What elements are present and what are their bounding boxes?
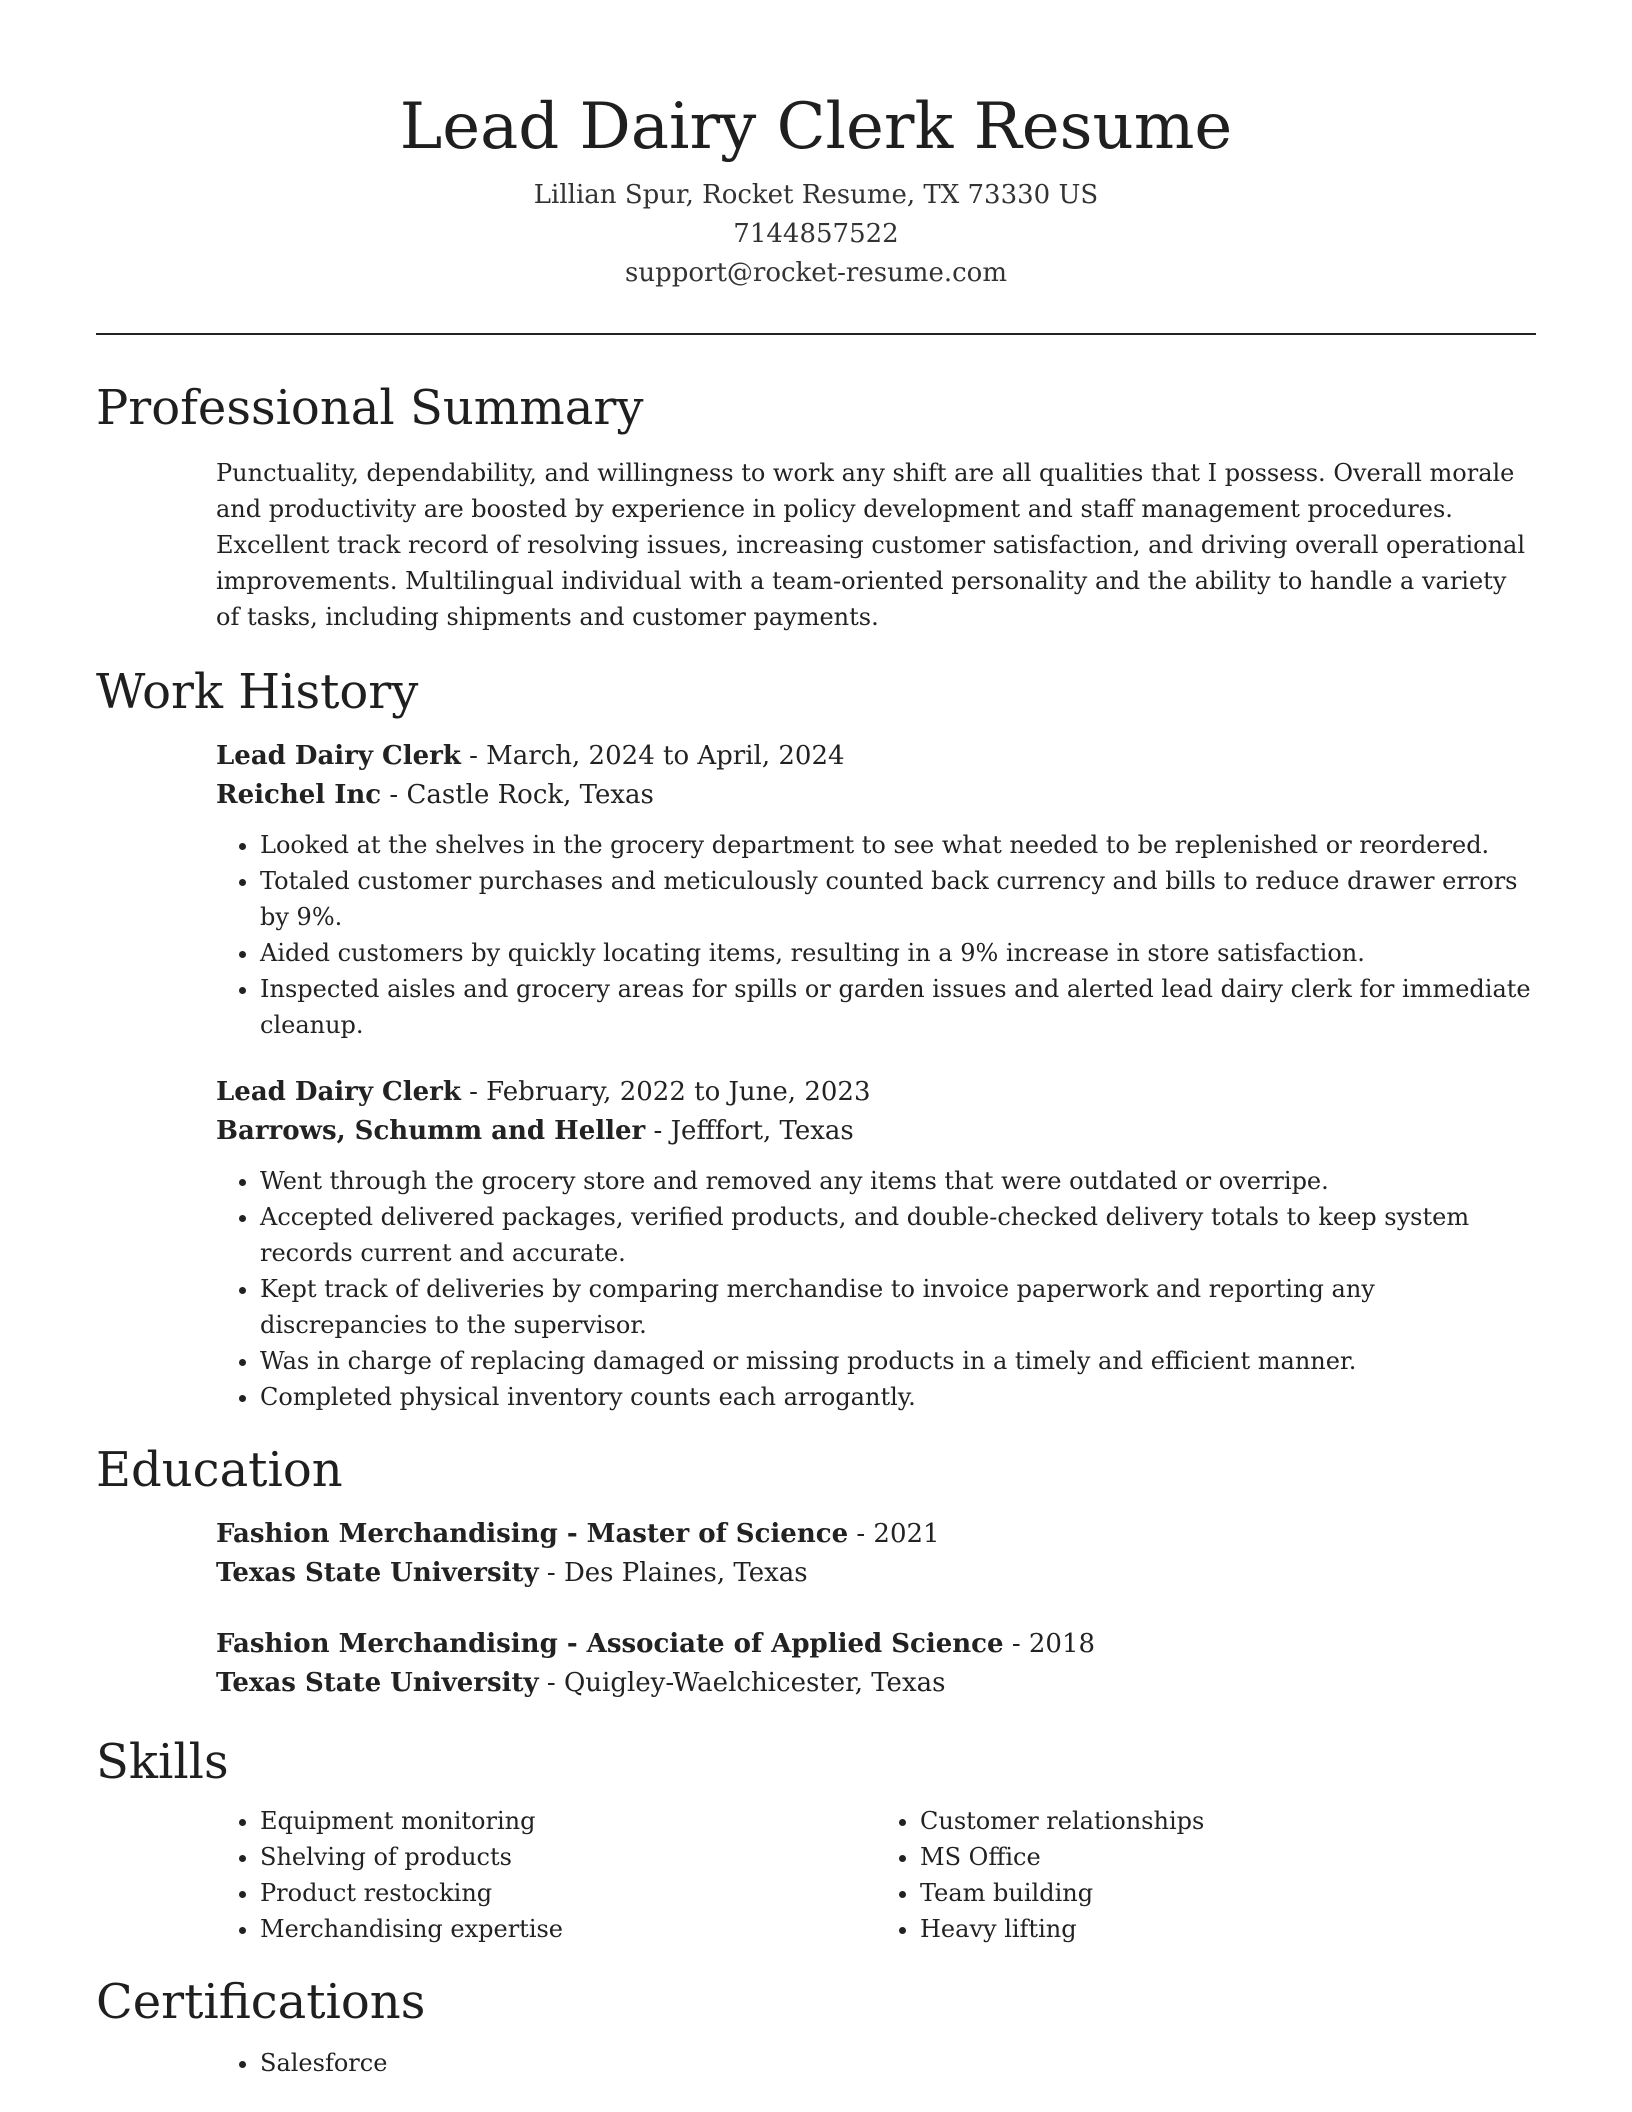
list-item: • Salesforce	[260, 2045, 1536, 2081]
job-dates: - March, 2024 to April, 2024	[460, 741, 845, 771]
degree-field: Fashion Merchandising	[216, 1519, 558, 1549]
contact-info	[96, 176, 1536, 293]
certifications-list	[216, 2045, 1536, 2081]
email-line: support@rocket-resume.com	[624, 258, 1007, 288]
school-name: Texas State University	[216, 1668, 539, 1698]
job-title-line	[216, 737, 1536, 776]
list-item: • Aided customers by quickly locating items, resulting in a 9% increase in store satisfaction.	[260, 935, 1536, 971]
list-item: • Accepted delivered packages, verified products, and double-checked delivery totals to keep system records current and accurate.	[260, 1199, 1536, 1271]
skills-column-left	[216, 1803, 876, 1947]
list-item: • Was in charge of replacing damaged or missing products in a timely and efficient manner.	[260, 1343, 1536, 1379]
header-divider	[96, 333, 1536, 335]
resume-page	[96, 0, 1536, 2081]
degree-year: - 2021	[848, 1519, 940, 1549]
resume-header	[96, 0, 1536, 293]
skills-heading: Skills	[96, 1734, 229, 1790]
list-item: • Completed physical inventory counts each arrogantly.	[260, 1379, 1536, 1415]
certifications-bullets	[216, 2045, 1536, 2081]
list-item: • Totaled customer purchases and meticulously counted back currency and bills to reduce drawer errors by 9%.	[260, 863, 1536, 935]
work-history-heading: Work History	[96, 664, 419, 720]
list-item: • Inspected aisles and grocery areas for spills or garden issues and alerted lead dairy clerk for immediate cleanup.	[260, 971, 1536, 1043]
list-item: • Team building	[920, 1875, 1536, 1911]
degree-line	[216, 1515, 1536, 1554]
list-item: • Heavy lifting	[920, 1911, 1536, 1947]
phone-line: 7144857522	[733, 219, 899, 249]
job-title: Lead Dairy Clerk	[216, 1077, 461, 1107]
school-name: Texas State University	[216, 1558, 539, 1588]
list-item: • Product restocking	[260, 1875, 876, 1911]
job-company: Reichel Inc	[216, 780, 382, 810]
degree-year: - 2018	[1003, 1629, 1096, 1659]
certifications-heading: Certifications	[96, 1974, 426, 2030]
job-company-line	[216, 776, 1536, 815]
job-company-line	[216, 1112, 1536, 1151]
list-item: • Customer relationships	[920, 1803, 1536, 1839]
skills-grid	[216, 1803, 1536, 1947]
job-dates: - February, 2022 to June, 2023	[460, 1077, 871, 1107]
job-location: - Jefffort, Texas	[645, 1116, 854, 1146]
list-item: • Equipment monitoring	[260, 1803, 876, 1839]
degree-name: - Master of Science	[557, 1519, 849, 1549]
job-bullets	[216, 827, 1536, 1043]
list-item: • Went through the grocery store and removed any items that were outdated or overripe.	[260, 1163, 1536, 1199]
summary-text: Punctuality, dependability, and willingness to work any shift are all qualities that I possess. Overall morale and productivity are boosted by experience in policy development and staff management procedures. Excellent track record of resolving issues, increasing customer satisfaction, and driving overall operational improvements. Multilingual individual with a team-oriented personality and the ability to handle a variety of tasks, including shipments and customer payments.	[216, 459, 1526, 631]
job-entry	[216, 737, 1536, 1043]
resume-title: Lead Dairy Clerk Resume	[399, 90, 1233, 164]
job-title: Lead Dairy Clerk	[216, 741, 461, 771]
education-entry	[216, 1515, 1536, 1593]
list-item: • Kept track of deliveries by comparing merchandise to invoice paperwork and reporting any discrepancies to the supervisor.	[260, 1271, 1536, 1343]
list-item: • MS Office	[920, 1839, 1536, 1875]
education-heading: Education	[96, 1442, 343, 1498]
school-location: - Des Plaines, Texas	[538, 1558, 808, 1588]
job-location: - Castle Rock, Texas	[381, 780, 654, 810]
degree-line	[216, 1625, 1536, 1664]
job-bullets	[216, 1163, 1536, 1415]
degree-field: Fashion Merchandising	[216, 1629, 558, 1659]
school-line	[216, 1664, 1536, 1703]
address-line: Lillian Spur, Rocket Resume, TX 73330 US	[533, 180, 1099, 210]
job-title-line	[216, 1073, 1536, 1112]
summary-heading: Professional Summary	[96, 380, 644, 436]
skills-column-right	[876, 1803, 1536, 1947]
job-entry	[216, 1073, 1536, 1415]
list-item: • Looked at the shelves in the grocery department to see what needed to be replenished or reordered.	[260, 827, 1536, 863]
degree-name: - Associate of Applied Science	[557, 1629, 1004, 1659]
education-entry	[216, 1625, 1536, 1703]
list-item: • Shelving of products	[260, 1839, 876, 1875]
job-company: Barrows, Schumm and Heller	[216, 1116, 646, 1146]
school-location: - Quigley-Waelchicester, Texas	[538, 1668, 946, 1698]
school-line	[216, 1554, 1536, 1593]
list-item: • Merchandising expertise	[260, 1911, 876, 1947]
